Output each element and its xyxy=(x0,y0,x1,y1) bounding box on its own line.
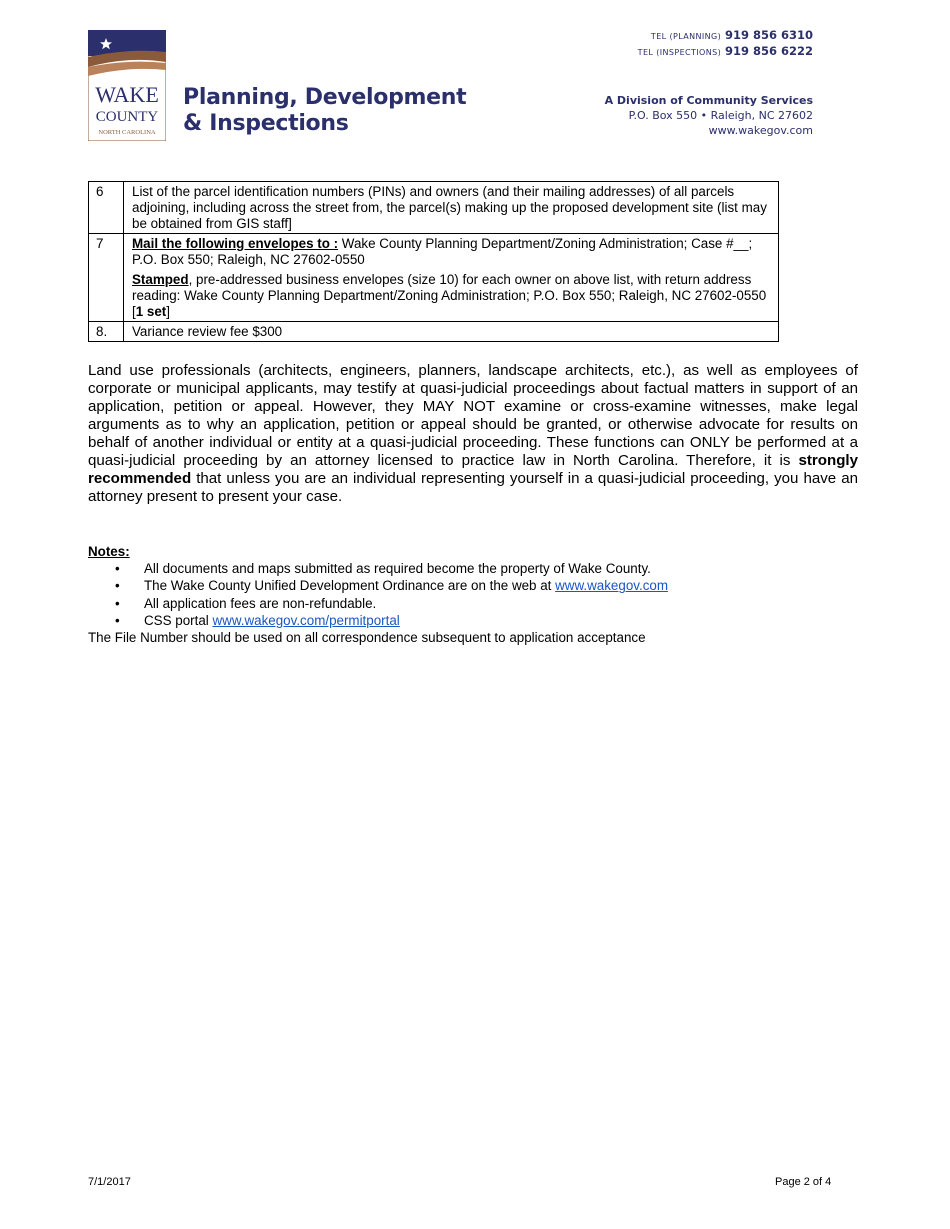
stamped-label: Stamped xyxy=(132,272,189,287)
notes-title: Notes: xyxy=(88,544,130,559)
row-text-mail xyxy=(124,234,779,322)
row-number: 6 xyxy=(89,182,124,234)
mail-instructions xyxy=(132,236,770,268)
table-row xyxy=(89,182,779,234)
phone-numbers xyxy=(638,28,813,60)
note-text: The Wake County Unified Development Ordinance are on the web at xyxy=(144,578,556,594)
list-item: • All application fees are non-refundable. xyxy=(88,595,858,612)
set-close: ] xyxy=(166,304,170,319)
list-item: • All documents and maps submitted as required become the property of Wake County. xyxy=(88,560,858,577)
row-number: 8. xyxy=(89,322,124,342)
department-title-line1: Planning, Development xyxy=(183,85,467,110)
tel-planning-label: TEL (PLANNING) xyxy=(650,32,722,41)
stamped-text: , pre-addressed business envelopes (size 10) for each owner on above list, with return address reading: Wake County Planning Department/Zoning Administration; P.O. Box 550; Raleigh, NC 27602-0550 [ xyxy=(132,272,767,319)
page-header xyxy=(0,0,950,150)
attorney-advisory-paragraph xyxy=(88,362,858,506)
set-label: 1 set xyxy=(135,304,167,319)
tel-inspections xyxy=(638,44,813,60)
wakegov-link[interactable]: www.wakegov.com xyxy=(555,578,668,594)
row-text: Variance review fee $300 xyxy=(124,322,779,342)
tel-inspections-number: 919 856 6222 xyxy=(724,44,813,58)
logo-state-text: NORTH CAROLINA xyxy=(98,129,156,136)
tel-inspections-label: TEL (INSPECTIONS) xyxy=(637,48,722,57)
list-item xyxy=(88,612,858,629)
submission-checklist-table xyxy=(88,181,779,342)
stamped-instructions xyxy=(132,272,770,320)
row-text: List of the parcel identification numbers (PINs) and owners (and their mailing addresses) of all parcels adjoining, including across the street from, the parcel(s) making up the proposed development site (list may be obtained from GIS staff] xyxy=(124,182,779,234)
division-address xyxy=(605,93,813,138)
table-row xyxy=(89,322,779,342)
department-title xyxy=(183,85,466,137)
tel-planning xyxy=(638,28,813,44)
list-item xyxy=(88,577,858,594)
tel-planning-number: 919 856 6310 xyxy=(724,28,813,42)
file-number-note: The File Number should be used on all correspondence subsequent to application acceptance xyxy=(88,630,646,646)
footer-page-number: Page 2 of 4 xyxy=(775,1176,832,1188)
footer-date: 7/1/2017 xyxy=(88,1176,131,1188)
website-text: www.wakegov.com xyxy=(708,124,813,137)
permit-portal-link[interactable]: www.wakegov.com/permitportal xyxy=(212,612,400,628)
mail-label: Mail the following envelopes to : xyxy=(132,236,339,251)
logo-county-text: COUNTY xyxy=(95,109,159,125)
mail-text: Wake County Planning Department/Zoning Administration; Case #__; P.O. Box 550; Raleigh, NC 27602-0550 xyxy=(132,236,753,267)
advisory-bold-text: strongly recommended xyxy=(88,452,858,487)
notes-list xyxy=(88,560,858,629)
wake-county-logo xyxy=(88,30,166,141)
logo-wake-text: WAKE xyxy=(95,82,159,107)
mailing-address: P.O. Box 550 • Raleigh, NC 27602 xyxy=(628,109,813,122)
note-text: CSS portal xyxy=(144,612,213,628)
table-row xyxy=(89,234,779,322)
advisory-text-part1: Land use professionals (architects, engineers, planners, landscape architects, etc.), as well as employees of corporate or municipal applicants, may testify at quasi-judicial proceedings about factual matters in support of an application, petition or appeal. However, they MAY NOT examine or cross-examine witnesses, make legal arguments as to why an application, petition or appeal should be granted, or otherwise advocate for results on behalf of another individual or entity at a quasi-judicial proceeding. These functions can ONLY be performed at a quasi-judicial proceeding by an attorney licensed to practice law in North Carolina. Therefore, it is xyxy=(88,362,858,469)
notes-section xyxy=(88,543,858,646)
division-name: A Division of Community Services xyxy=(604,94,813,107)
advisory-text-part2: that unless you are an individual representing yourself in a quasi-judicial proceeding, you have an attorney present to present your case. xyxy=(88,470,858,505)
department-title-line2: & Inspections xyxy=(183,111,349,136)
row-number: 7 xyxy=(89,234,124,322)
